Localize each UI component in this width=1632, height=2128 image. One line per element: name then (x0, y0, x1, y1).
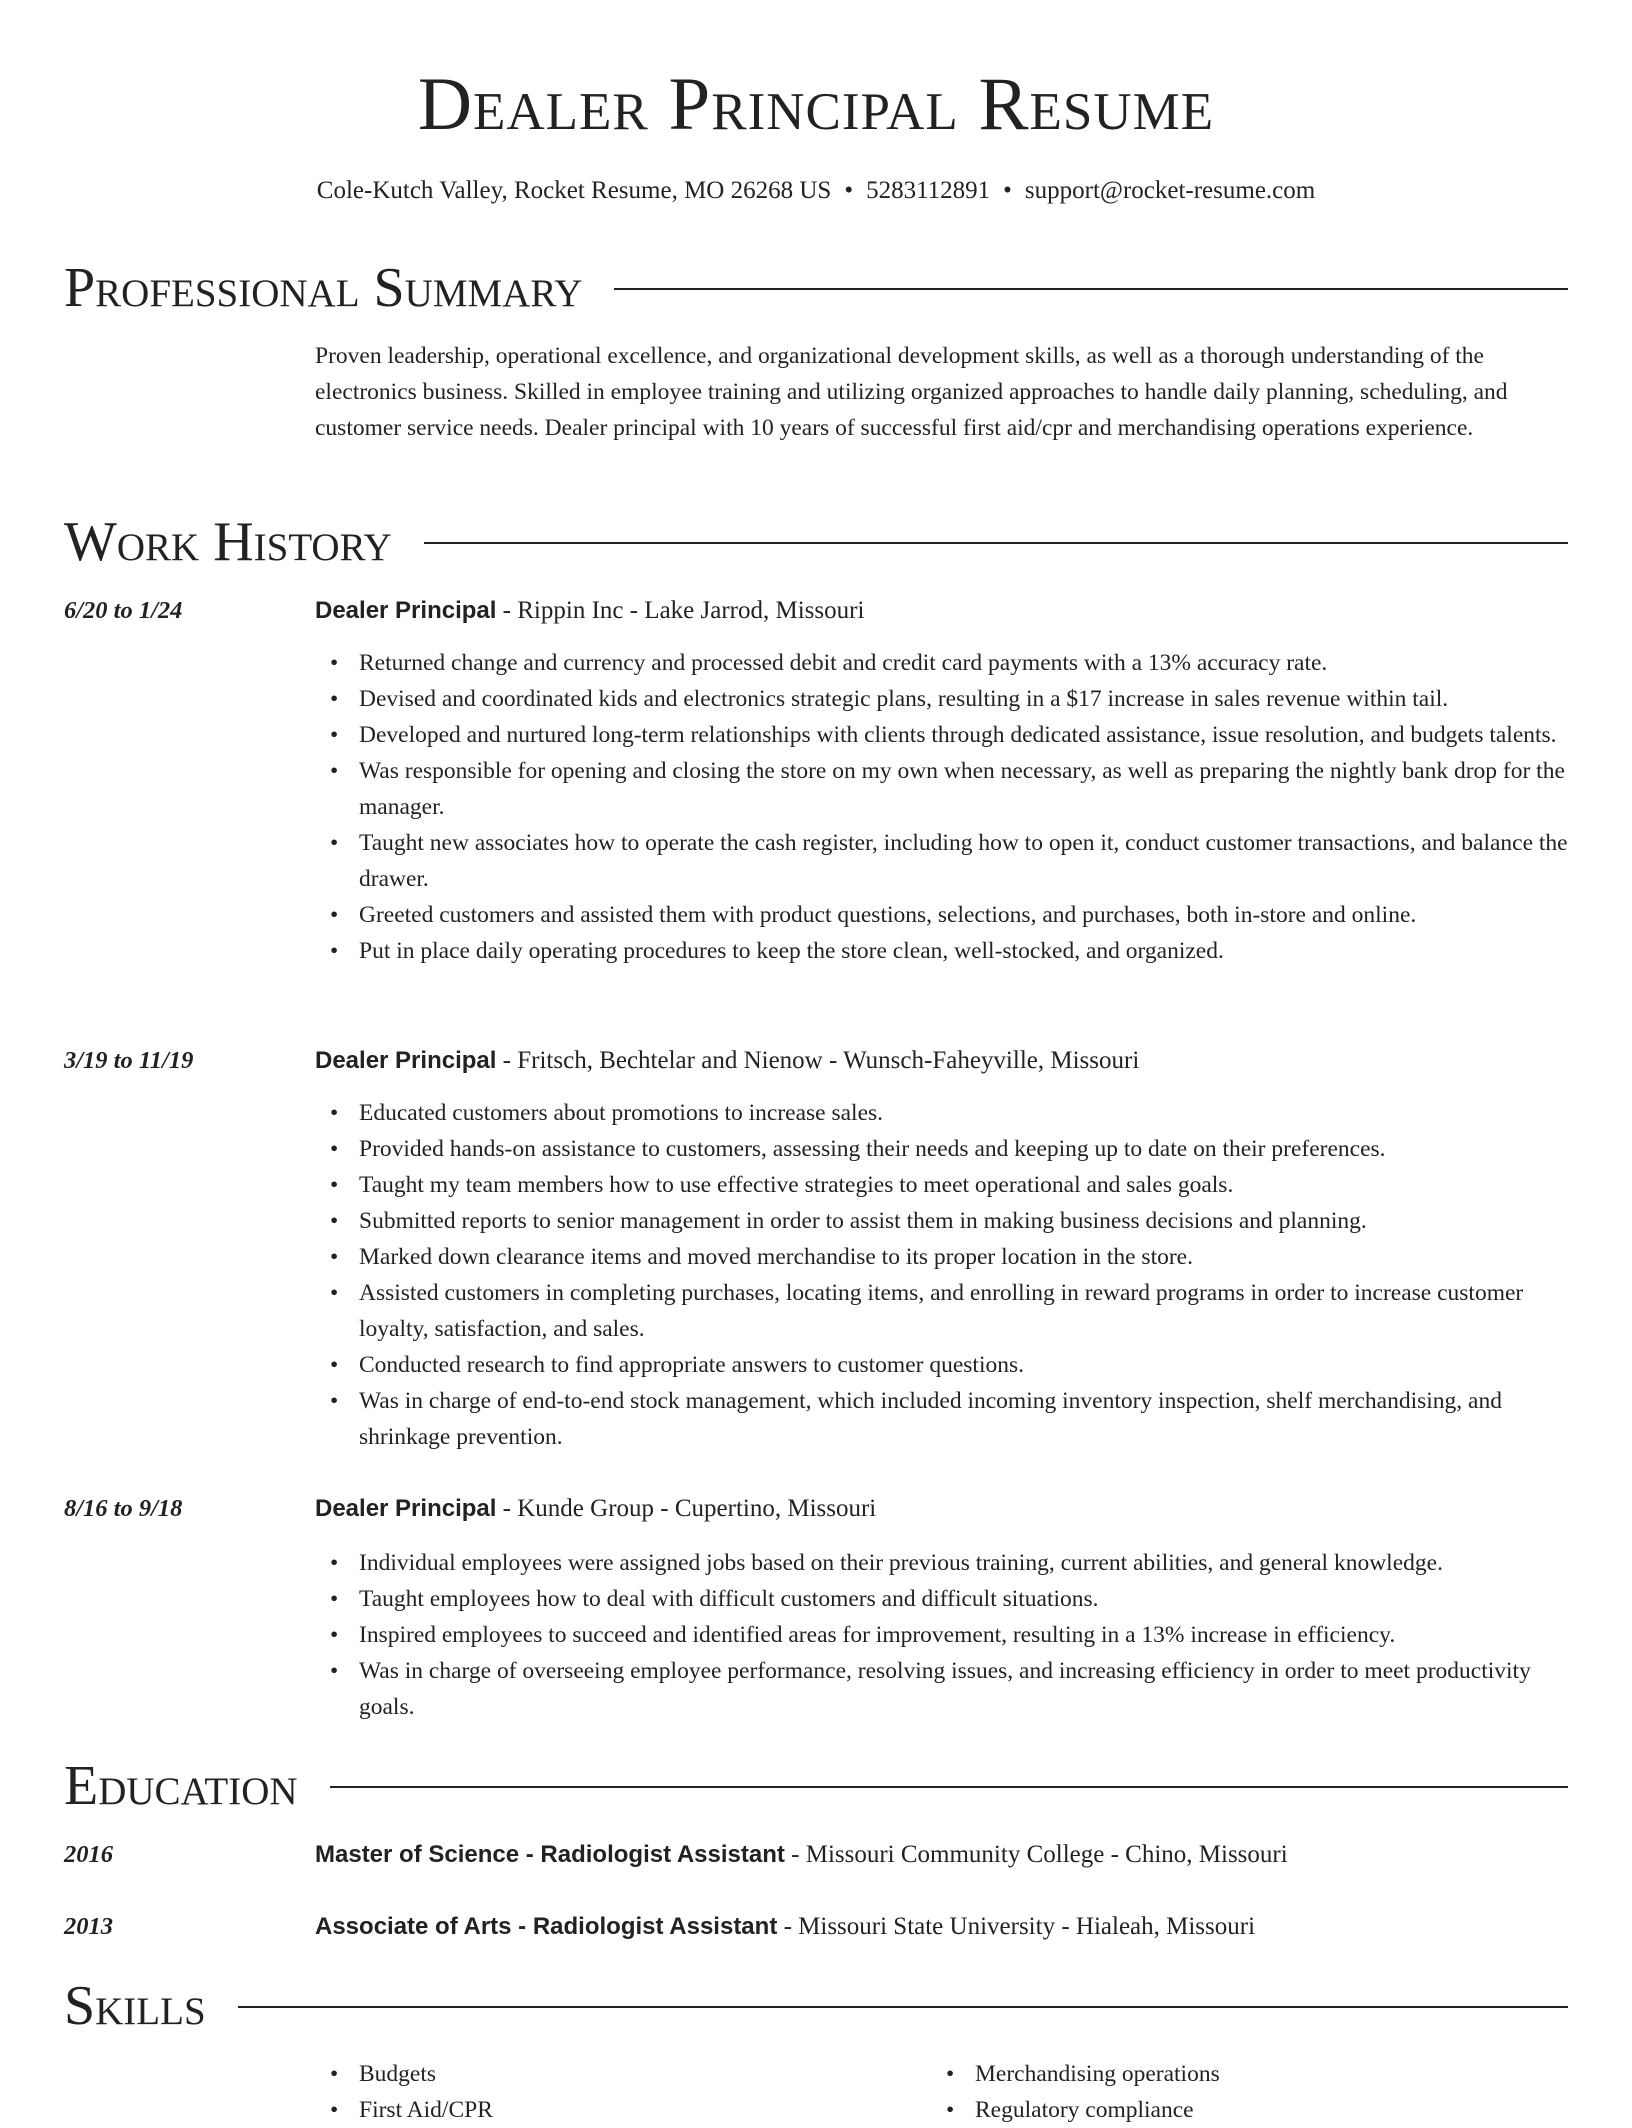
section-divider (238, 2006, 1568, 2008)
contact-separator: • (1003, 177, 1012, 204)
skill-item: • Regulatory compliance (931, 2092, 1568, 2128)
list-item: • Educated customers about promotions to increase sales. (315, 1095, 1568, 1131)
list-item: • Developed and nurtured long-term relationships with clients through dedicated assistance, issue resolution, and budgets talents. (315, 717, 1568, 753)
education-year: 2016 (64, 1841, 113, 1868)
job-header (315, 593, 1568, 629)
degree-title: Master of Science - Radiologist Assistant (315, 1841, 785, 1868)
contact-line (64, 174, 1568, 208)
section-divider (424, 542, 1568, 544)
section-skills (64, 1971, 1568, 2041)
list-item: • Inspired employees to succeed and identified areas for improvement, resulting in a 13% increase in efficiency. (315, 1617, 1568, 1653)
job-bullets (315, 645, 1568, 969)
section-professional-summary (64, 253, 1568, 323)
education-header (315, 1909, 1568, 1945)
resume-title: Dealer Principal Resume (417, 63, 1215, 146)
education-year: 2013 (64, 1913, 113, 1940)
skills-list-left (315, 2056, 915, 2128)
list-item: • Put in place daily operating procedures to keep the store clean, well-stocked, and organized. (315, 933, 1568, 969)
school-info: - Missouri State University - Hialeah, Missouri (777, 1913, 1256, 1940)
list-item: • Individual employees were assigned jobs based on their previous training, current abilities, and general knowledge. (315, 1545, 1568, 1581)
section-divider (330, 1786, 1568, 1788)
job-header (315, 1043, 1568, 1079)
section-heading: Skills (64, 1975, 206, 2037)
list-item: • Greeted customers and assisted them with product questions, selections, and purchases, both in-store and online. (315, 897, 1568, 933)
job-employer: - Fritsch, Bechtelar and Nienow - Wunsch-Faheyville, Missouri (496, 1047, 1140, 1074)
section-heading: Professional Summary (64, 257, 583, 319)
section-education (64, 1751, 1568, 1821)
list-item: • Was responsible for opening and closing the store on my own when necessary, as well as preparing the nightly bank drop for the manager. (315, 753, 1568, 825)
school-info: - Missouri Community College - Chino, Missouri (784, 1841, 1288, 1868)
job-bullets (315, 1545, 1568, 1725)
section-divider (614, 288, 1568, 290)
list-item: • Taught my team members how to use effective strategies to meet operational and sales goals. (315, 1167, 1568, 1203)
list-item: • Marked down clearance items and moved merchandise to its proper location in the store. (315, 1239, 1568, 1275)
list-item: • Submitted reports to senior management in order to assist them in making business decisions and planning. (315, 1203, 1568, 1239)
list-item: • Assisted customers in completing purchases, locating items, and enrolling in reward programs in order to increase customer loyalty, satisfaction, and sales. (315, 1275, 1568, 1347)
list-item: • Was in charge of end-to-end stock management, which included incoming inventory inspection, shelf merchandising, and shrinkage prevention. (315, 1383, 1568, 1455)
contact-phone: 5283112891 (866, 177, 991, 204)
list-item: • Taught new associates how to operate the cash register, including how to open it, conduct customer transactions, and balance the drawer. (315, 825, 1568, 897)
education-header (315, 1837, 1568, 1873)
job-bullets (315, 1095, 1568, 1455)
list-item: • Was in charge of overseeing employee performance, resolving issues, and increasing efficiency in order to meet productivity goals. (315, 1653, 1568, 1725)
list-item: • Returned change and currency and processed debit and credit card payments with a 13% accuracy rate. (315, 645, 1568, 681)
skills-list-right (931, 2056, 1568, 2128)
contact-separator: • (844, 177, 854, 204)
job-dates: 3/19 to 11/19 (64, 1047, 194, 1074)
job-employer: - Kunde Group - Cupertino, Missouri (496, 1495, 877, 1522)
contact-address: Cole-Kutch Valley, Rocket Resume, MO 26268 US (316, 177, 832, 204)
section-heading: Work History (64, 511, 392, 573)
degree-title: Associate of Arts - Radiologist Assistant (315, 1913, 778, 1940)
section-work-history (64, 507, 1568, 577)
list-item: • Devised and coordinated kids and electronics strategic plans, resulting in a $17 increase in sales revenue within tail. (315, 681, 1568, 717)
job-dates: 6/20 to 1/24 (64, 597, 183, 624)
list-item: • Taught employees how to deal with difficult customers and difficult situations. (315, 1581, 1568, 1617)
job-header (315, 1491, 1568, 1527)
job-dates: 8/16 to 9/18 (64, 1495, 183, 1522)
job-title: Dealer Principal (315, 1495, 497, 1522)
job-employer: - Rippin Inc - Lake Jarrod, Missouri (496, 597, 865, 624)
contact-email: support@rocket-resume.com (1024, 177, 1316, 204)
skill-item: • Budgets (315, 2056, 915, 2092)
job-title: Dealer Principal (315, 1047, 497, 1074)
summary-text: Proven leadership, operational excellence, and organizational development skills, as well as a thorough understanding of the electronics business. Skilled in employee training and utilizing organized approaches to handle daily planning, scheduling, and customer service needs. Dealer principal with 10 years of successful first aid/cpr and merchandising operations experience. (315, 343, 1508, 441)
skill-item: • Merchandising operations (931, 2056, 1568, 2092)
list-item: • Provided hands-on assistance to customers, assessing their needs and keeping up to date on their preferences. (315, 1131, 1568, 1167)
section-heading: Education (64, 1755, 298, 1817)
list-item: • Conducted research to find appropriate answers to customer questions. (315, 1347, 1568, 1383)
job-title: Dealer Principal (315, 597, 497, 624)
skill-item: • First Aid/CPR (315, 2092, 915, 2128)
